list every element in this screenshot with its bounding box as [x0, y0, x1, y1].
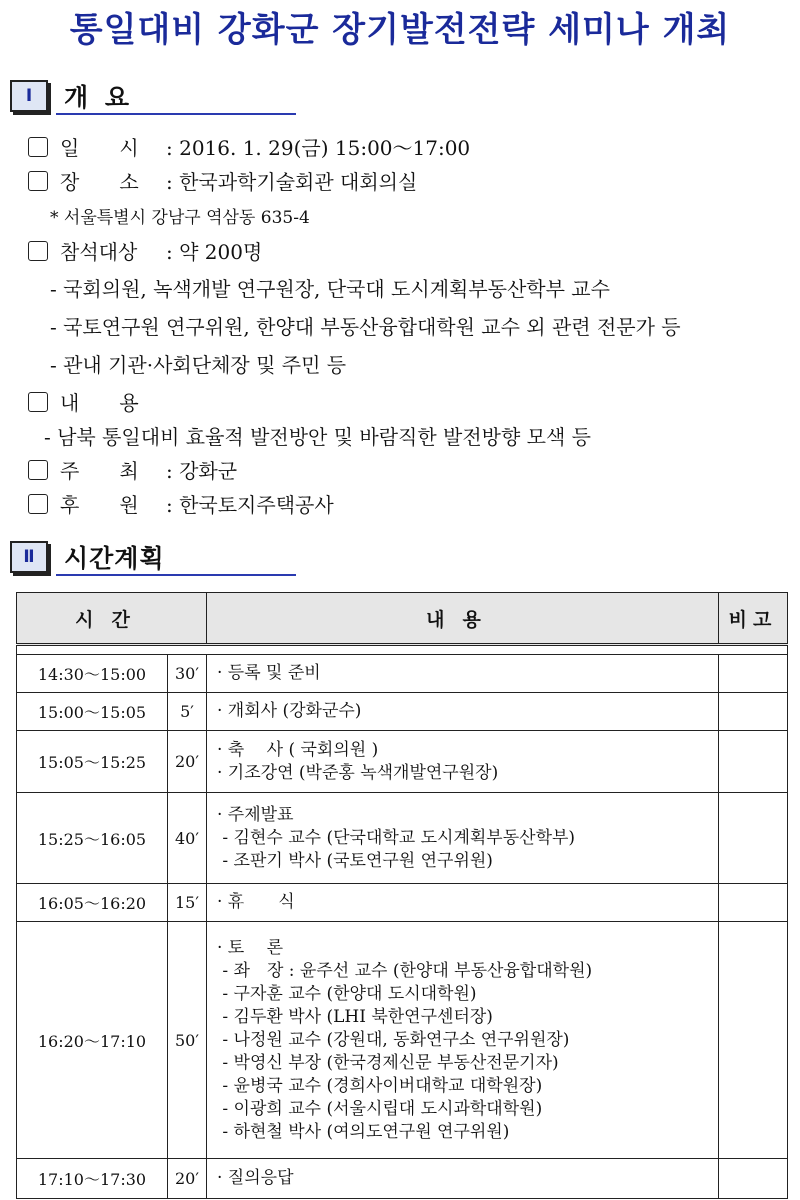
table-row — [17, 884, 788, 922]
host-value: : 강화군 — [166, 459, 238, 483]
content-line: · 축 사 ( 국회의원 ) — [217, 739, 379, 760]
section-1-numeral: Ⅰ — [10, 80, 48, 112]
table-row — [17, 922, 788, 1159]
row-content — [207, 922, 719, 1159]
checkbox-icon — [28, 392, 48, 412]
row-duration: 30′ — [168, 655, 207, 693]
content-line: · 질의응답 — [217, 1168, 294, 1188]
section-2-underline — [56, 574, 296, 576]
row-time: 15:00～15:05 — [17, 693, 168, 731]
overview-sponsor-row — [28, 489, 334, 518]
section-2-header — [10, 541, 165, 573]
table-row — [17, 655, 788, 693]
content-line: · 토 론 — [217, 937, 284, 958]
sponsor-label: 후 원 — [60, 493, 139, 517]
content-line: · 등록 및 준비 — [217, 663, 321, 683]
document-title: 통일대비 강화군 장기발전전략 세미나 개최 — [69, 10, 731, 50]
content-line: · 기조강연 (박준홍 녹색개발연구원장) — [217, 762, 499, 783]
place-value: : 한국과학기술회관 대회의실 — [166, 170, 418, 194]
row-time: 15:25～16:05 — [17, 793, 168, 884]
date-value: : 2016. 1. 29(금) 15:00～17:00 — [166, 136, 471, 160]
content-line: · 휴 식 — [217, 892, 295, 912]
row-time: 17:10～17:30 — [17, 1159, 168, 1199]
row-time: 16:05～16:20 — [17, 884, 168, 922]
section-1-underline — [56, 113, 296, 115]
row-duration: 15′ — [168, 884, 207, 922]
attendees-sub-item: - 관내 기관·사회단체장 및 주민 등 — [50, 353, 347, 377]
row-note — [719, 655, 788, 693]
row-note — [719, 793, 788, 884]
row-time: 14:30～15:00 — [17, 655, 168, 693]
row-content — [207, 1159, 719, 1199]
row-note — [719, 884, 788, 922]
content-line: - 구자훈 교수 (한양대 도시대학원) — [217, 983, 477, 1004]
row-content — [207, 884, 719, 922]
table-row — [17, 793, 788, 884]
row-time: 16:20～17:10 — [17, 922, 168, 1159]
section-1-header — [10, 80, 133, 112]
row-content — [207, 793, 719, 884]
content-line: - 하현철 박사 (여의도연구원 연구위원) — [217, 1121, 510, 1142]
content-line: - 김현수 교수 (단국대학교 도시계획부동산학부) — [217, 827, 576, 848]
checkbox-icon — [28, 241, 48, 261]
host-label: 주 최 — [60, 459, 139, 483]
checkbox-icon — [28, 494, 48, 514]
row-duration: 20′ — [168, 731, 207, 793]
row-note — [719, 731, 788, 793]
overview-content-row — [28, 387, 166, 416]
content-line: - 이광희 교수 (서울시립대 도시과학대학원) — [217, 1098, 543, 1119]
checkbox-icon — [28, 171, 48, 191]
content-line: - 김두환 박사 (LHI 북한연구센터장) — [217, 1006, 493, 1027]
header-content: 내용 — [207, 593, 719, 645]
place-label: 장 소 — [60, 170, 139, 194]
row-note — [719, 922, 788, 1159]
row-content — [207, 731, 719, 793]
content-line: - 박영신 부장 (한국경제신문 부동산전문기자) — [217, 1052, 559, 1073]
content-label: 내 용 — [60, 391, 139, 415]
row-note — [719, 693, 788, 731]
table-row — [17, 1159, 788, 1199]
row-content — [207, 693, 719, 731]
place-address-note: * 서울특별시 강남구 역삼동 635-4 — [50, 208, 310, 228]
content-line: · 주제발표 — [217, 804, 294, 825]
checkbox-icon — [28, 137, 48, 157]
header-time: 시간 — [17, 593, 207, 645]
overview-host-row — [28, 455, 237, 484]
content-line: - 나정원 교수 (강원대, 동화연구소 연구위원장) — [217, 1029, 570, 1050]
attendees-sub-item: - 국회의원, 녹색개발 연구원장, 단국대 도시계획부동산학부 교수 — [50, 277, 610, 301]
schedule-header-row — [17, 593, 788, 645]
schedule-table — [16, 592, 788, 1199]
content-line: · 개회사 (강화군수) — [217, 701, 362, 721]
row-duration: 5′ — [168, 693, 207, 731]
checkbox-icon — [28, 460, 48, 480]
attendees-sub-item: - 국토연구원 연구위원, 한양대 부동산융합대학원 교수 외 관련 전문가 등 — [50, 315, 681, 339]
overview-place-row — [28, 166, 417, 195]
row-duration: 20′ — [168, 1159, 207, 1199]
section-2-heading: 시간계획 — [64, 544, 165, 573]
row-duration: 40′ — [168, 793, 207, 884]
content-line: - 윤병국 교수 (경희사이버대학교 대학원장) — [217, 1075, 543, 1096]
table-row — [17, 731, 788, 793]
row-time: 15:05～15:25 — [17, 731, 168, 793]
header-gap-row — [17, 645, 788, 655]
content-line: - 조판기 박사 (국토연구원 연구위원) — [217, 850, 493, 871]
section-2-numeral: Ⅱ — [10, 541, 48, 573]
content-sub-item: - 남북 통일대비 효율적 발전방안 및 바람직한 발전방향 모색 등 — [44, 425, 591, 449]
overview-attendees-row — [28, 236, 262, 265]
attendees-value: : 약 200명 — [166, 240, 263, 264]
content-line: - 좌 장 : 윤주선 교수 (한양대 부동산융합대학원) — [217, 960, 593, 981]
row-content — [207, 655, 719, 693]
row-duration: 50′ — [168, 922, 207, 1159]
section-1-heading: 개 요 — [64, 83, 134, 112]
row-note — [719, 1159, 788, 1199]
schedule-body — [17, 645, 788, 1199]
table-row — [17, 693, 788, 731]
header-note: 비고 — [719, 593, 788, 645]
attendees-label: 참석대상 — [60, 240, 138, 264]
overview-date-row — [28, 132, 470, 161]
sponsor-value: : 한국토지주택공사 — [166, 493, 334, 517]
date-label: 일 시 — [60, 136, 139, 160]
